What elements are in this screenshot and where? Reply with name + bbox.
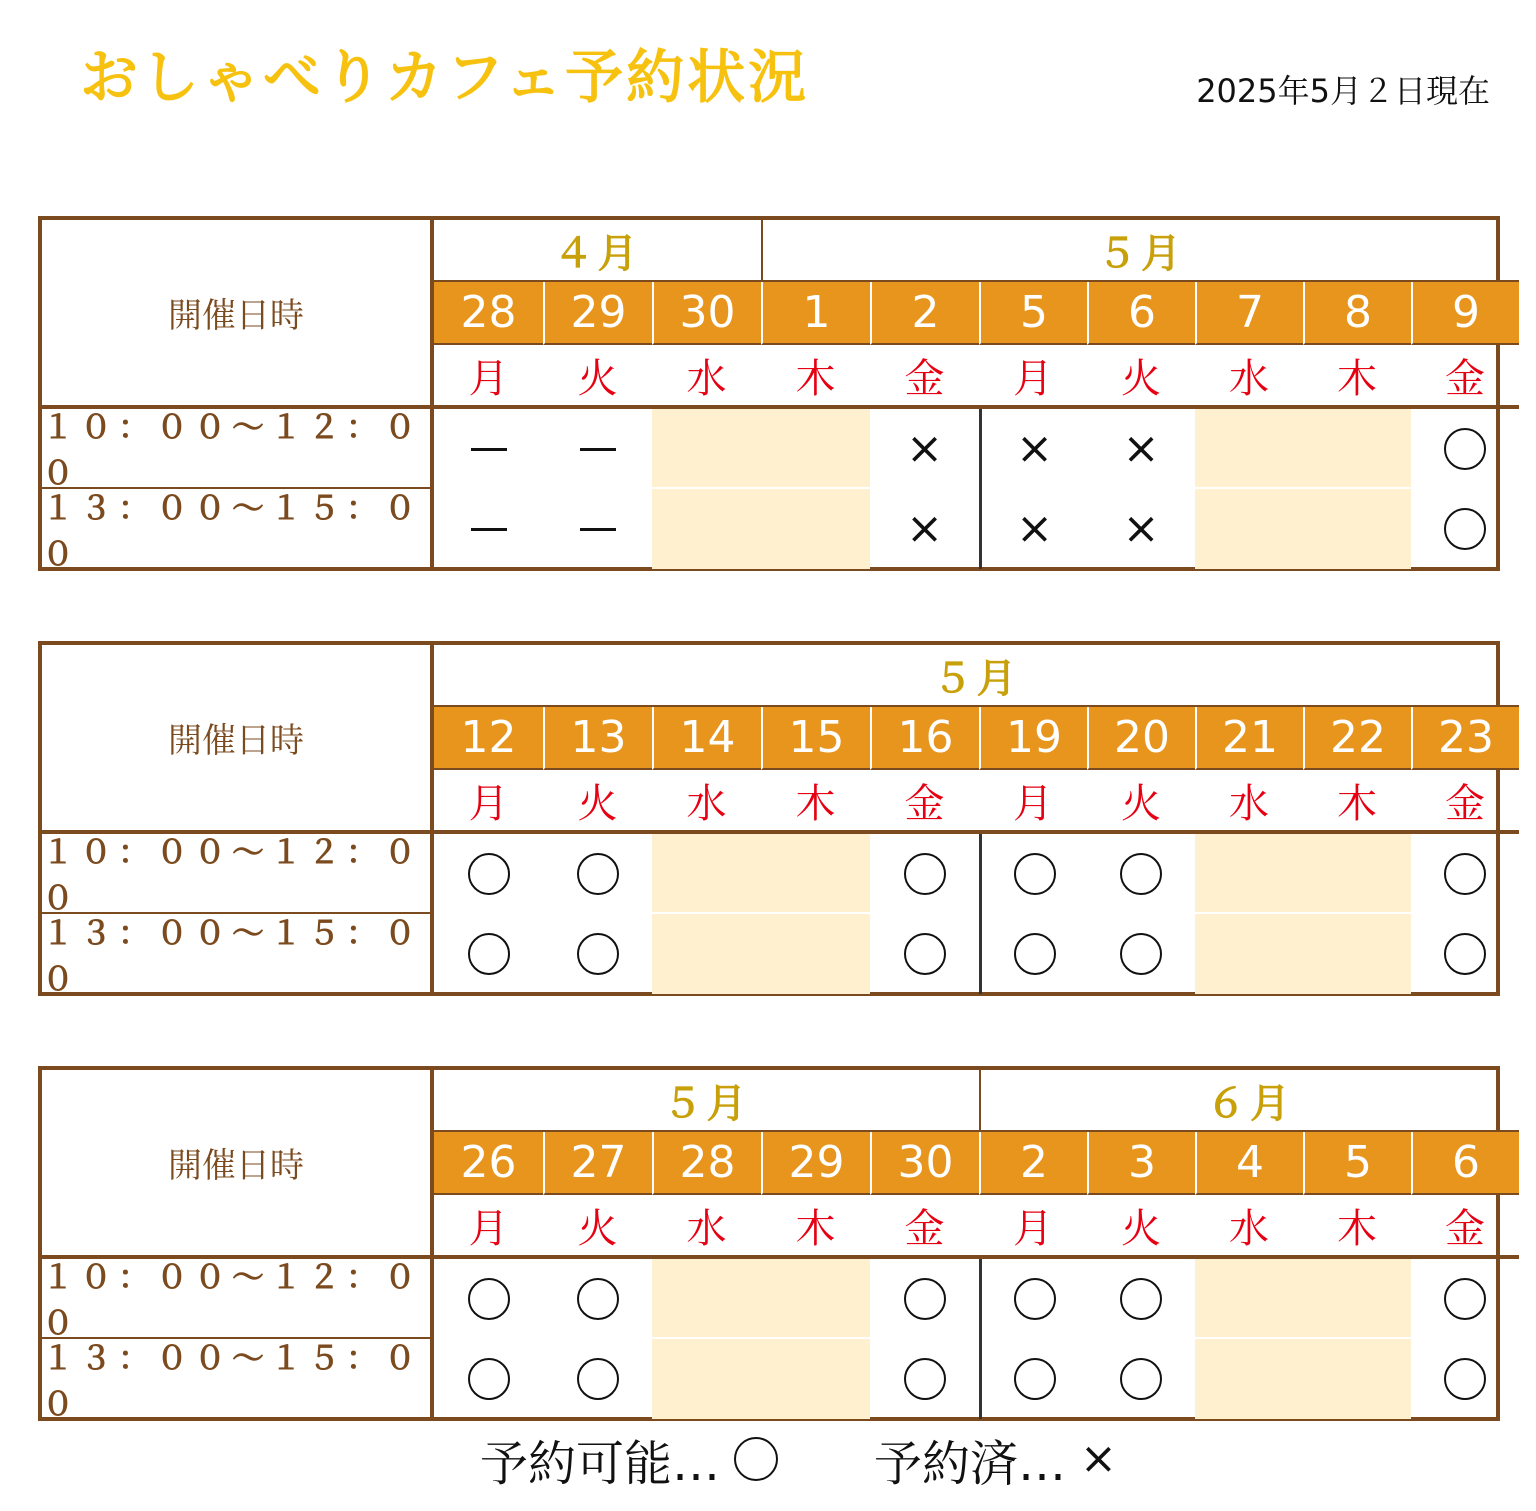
circle-icon	[734, 1437, 778, 1481]
date-cell: 4	[1195, 1132, 1303, 1195]
weekday-cell: 月	[979, 345, 1087, 409]
slot-cell	[1087, 489, 1195, 569]
date-cell: 29	[543, 282, 652, 345]
date-cell: 6	[1087, 282, 1195, 345]
slot-cell	[979, 914, 1087, 994]
slot-cell	[870, 1339, 979, 1419]
weekday-cell: 金	[870, 345, 979, 409]
booked-mark: ×	[1122, 503, 1160, 554]
slot-cell	[1303, 1339, 1411, 1419]
slot-cell	[543, 914, 652, 994]
dash-icon	[471, 448, 507, 451]
slot-cell	[652, 1259, 761, 1339]
header-label: 開催日時	[42, 1070, 434, 1259]
circle-icon	[1120, 1358, 1162, 1400]
circle-icon	[1120, 853, 1162, 895]
circle-icon	[1014, 1278, 1056, 1320]
slot-cell	[1195, 409, 1303, 489]
booked-mark: ×	[1016, 423, 1053, 474]
slot-cell	[434, 914, 543, 994]
weekday-cell: 金	[870, 1195, 979, 1259]
slot-cell	[870, 1259, 979, 1339]
as-of-date: 2025年5月２日現在	[1196, 72, 1490, 110]
slot-cell	[1411, 1339, 1519, 1419]
date-cell: 9	[1411, 282, 1519, 345]
slot-cell	[434, 489, 543, 569]
slot-cell	[1195, 834, 1303, 914]
date-cell: 15	[761, 707, 870, 770]
month-label: ５月	[761, 220, 1519, 282]
legend-booked	[874, 1425, 1117, 1494]
month-label: ５月	[434, 645, 1519, 707]
weekday-cell: 木	[1303, 770, 1411, 834]
circle-icon	[1120, 1278, 1162, 1320]
date-cell: 28	[434, 282, 543, 345]
schedule-block-1	[38, 216, 1500, 571]
time-slot-label: １３：００～１５：００	[42, 914, 434, 994]
slot-cell	[434, 1259, 543, 1339]
weekday-cell: 月	[434, 770, 543, 834]
date-cell: 21	[1195, 707, 1303, 770]
circle-icon	[577, 933, 619, 975]
slot-cell	[543, 489, 652, 569]
circle-icon	[1444, 428, 1486, 470]
weekday-cell: 水	[652, 1195, 761, 1259]
slot-cell	[434, 409, 543, 489]
date-cell: 27	[543, 1132, 652, 1195]
legend-booked-mark: ×	[1080, 1433, 1117, 1484]
circle-icon	[1444, 933, 1486, 975]
slot-cell	[870, 834, 979, 914]
date-cell: 30	[652, 282, 761, 345]
circle-icon	[468, 1278, 510, 1320]
weekday-cell: 木	[761, 1195, 870, 1259]
date-cell: 2	[870, 282, 979, 345]
weekday-cell: 金	[1411, 345, 1519, 409]
slot-cell	[761, 914, 870, 994]
legend-available-label: 予約可能…	[480, 1435, 721, 1492]
weekday-cell: 水	[1195, 770, 1303, 834]
dash-icon	[471, 528, 507, 531]
slot-cell	[1195, 489, 1303, 569]
weekday-cell: 火	[543, 1195, 652, 1259]
date-cell: 3	[1087, 1132, 1195, 1195]
slot-cell	[979, 834, 1087, 914]
weekday-cell: 月	[434, 345, 543, 409]
weekday-cell: 木	[761, 345, 870, 409]
slot-cell	[1195, 914, 1303, 994]
weekday-cell: 木	[761, 770, 870, 834]
slot-cell	[1411, 409, 1519, 489]
slot-cell	[652, 409, 761, 489]
circle-icon	[1444, 508, 1486, 550]
slot-cell	[1195, 1339, 1303, 1419]
booked-mark: ×	[1122, 423, 1160, 474]
slot-cell	[1411, 914, 1519, 994]
slot-cell	[979, 489, 1087, 569]
booked-mark: ×	[906, 423, 943, 474]
slot-cell	[652, 1339, 761, 1419]
slot-cell	[1411, 834, 1519, 914]
slot-cell	[1411, 489, 1519, 569]
slot-cell	[1303, 1259, 1411, 1339]
slot-cell	[543, 1339, 652, 1419]
slot-cell	[1303, 409, 1411, 489]
date-cell: 30	[870, 1132, 979, 1195]
slot-cell	[652, 834, 761, 914]
weekday-cell: 火	[543, 770, 652, 834]
slot-cell	[434, 1339, 543, 1419]
weekday-cell: 金	[1411, 1195, 1519, 1259]
circle-icon	[577, 1358, 619, 1400]
date-cell: 26	[434, 1132, 543, 1195]
slot-cell	[543, 834, 652, 914]
date-cell: 13	[543, 707, 652, 770]
header-label: 開催日時	[42, 220, 434, 409]
circle-icon	[1120, 933, 1162, 975]
slot-cell	[543, 409, 652, 489]
circle-icon	[1014, 1358, 1056, 1400]
weekday-cell: 金	[1411, 770, 1519, 834]
slot-cell	[761, 489, 870, 569]
weekday-cell: 火	[1087, 770, 1195, 834]
schedule-grid	[38, 216, 1500, 571]
weekday-cell: 木	[1303, 1195, 1411, 1259]
slot-cell	[1087, 914, 1195, 994]
schedule-grid	[38, 1066, 1500, 1421]
date-cell: 28	[652, 1132, 761, 1195]
circle-icon	[904, 933, 946, 975]
slot-cell	[1087, 1339, 1195, 1419]
dash-icon	[580, 528, 616, 531]
time-slot-label: １０：００～１２：００	[42, 409, 434, 489]
circle-icon	[468, 853, 510, 895]
slot-cell	[652, 914, 761, 994]
slot-cell	[1303, 489, 1411, 569]
date-cell: 29	[761, 1132, 870, 1195]
header-label: 開催日時	[42, 645, 434, 834]
circle-icon	[1014, 933, 1056, 975]
weekday-cell: 火	[543, 345, 652, 409]
circle-icon	[1014, 853, 1056, 895]
date-cell: 5	[979, 282, 1087, 345]
slot-cell	[761, 834, 870, 914]
time-slot-label: １０：００～１２：００	[42, 1259, 434, 1339]
weekday-cell: 水	[1195, 345, 1303, 409]
slot-cell	[652, 489, 761, 569]
circle-icon	[577, 853, 619, 895]
date-cell: 2	[979, 1132, 1087, 1195]
legend	[480, 1424, 1240, 1494]
slot-cell	[1087, 1259, 1195, 1339]
date-cell: 20	[1087, 707, 1195, 770]
slot-cell	[1087, 409, 1195, 489]
weekday-cell: 月	[434, 1195, 543, 1259]
weekday-cell: 金	[870, 770, 979, 834]
slot-cell	[761, 1339, 870, 1419]
slot-cell	[434, 834, 543, 914]
schedule-block-3	[38, 1066, 1500, 1421]
date-cell: 14	[652, 707, 761, 770]
slot-cell	[979, 1259, 1087, 1339]
date-cell: 23	[1411, 707, 1519, 770]
month-label: ６月	[979, 1070, 1519, 1132]
month-label: ５月	[434, 1070, 979, 1132]
weekday-cell: 月	[979, 770, 1087, 834]
circle-icon	[577, 1278, 619, 1320]
time-slot-label: １０：００～１２：００	[42, 834, 434, 914]
circle-icon	[468, 1358, 510, 1400]
slot-cell	[1411, 1259, 1519, 1339]
slot-cell	[1087, 834, 1195, 914]
date-cell: 12	[434, 707, 543, 770]
slot-cell	[1303, 834, 1411, 914]
slot-cell	[761, 409, 870, 489]
weekday-cell: 火	[1087, 1195, 1195, 1259]
slot-cell	[1303, 914, 1411, 994]
slot-cell	[979, 1339, 1087, 1419]
circle-icon	[1444, 853, 1486, 895]
slot-cell	[870, 489, 979, 569]
circle-icon	[904, 1358, 946, 1400]
date-cell: 1	[761, 282, 870, 345]
slot-cell	[761, 1259, 870, 1339]
date-cell: 16	[870, 707, 979, 770]
booked-mark: ×	[906, 503, 943, 554]
schedule-grid	[38, 641, 1500, 996]
date-cell: 6	[1411, 1132, 1519, 1195]
month-label: ４月	[434, 220, 761, 282]
time-slot-label: １３：００～１５：００	[42, 1339, 434, 1419]
booked-mark: ×	[1016, 503, 1053, 554]
legend-available	[480, 1425, 778, 1494]
circle-icon	[904, 853, 946, 895]
weekday-cell: 水	[652, 770, 761, 834]
slot-cell	[979, 409, 1087, 489]
schedule-block-2	[38, 641, 1500, 996]
dash-icon	[580, 448, 616, 451]
legend-booked-label: 予約済…	[874, 1435, 1067, 1492]
weekday-cell: 火	[1087, 345, 1195, 409]
weekday-cell: 月	[979, 1195, 1087, 1259]
slot-cell	[870, 409, 979, 489]
circle-icon	[904, 1278, 946, 1320]
time-slot-label: １３：００～１５：００	[42, 489, 434, 569]
circle-icon	[468, 933, 510, 975]
date-cell: 5	[1303, 1132, 1411, 1195]
date-cell: 22	[1303, 707, 1411, 770]
slot-cell	[870, 914, 979, 994]
weekday-cell: 木	[1303, 345, 1411, 409]
slot-cell	[543, 1259, 652, 1339]
date-cell: 7	[1195, 282, 1303, 345]
date-cell: 8	[1303, 282, 1411, 345]
circle-icon	[1444, 1278, 1486, 1320]
page-title: おしゃべりカフェ予約状況	[80, 43, 810, 111]
date-cell: 19	[979, 707, 1087, 770]
circle-icon	[1444, 1358, 1486, 1400]
slot-cell	[1195, 1259, 1303, 1339]
weekday-cell: 水	[1195, 1195, 1303, 1259]
weekday-cell: 水	[652, 345, 761, 409]
